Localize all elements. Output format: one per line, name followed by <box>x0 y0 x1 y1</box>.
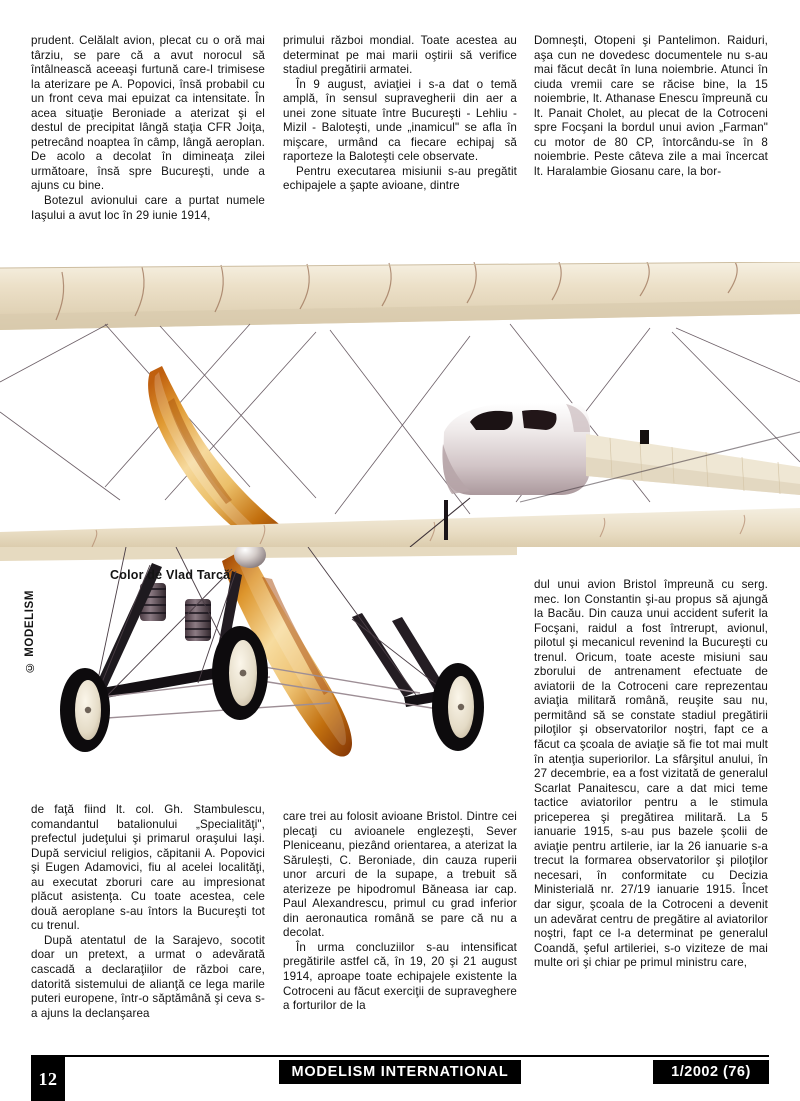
illustration-lower-band <box>0 547 517 812</box>
paragraph: care trei au folosit avioane Bristol. Dintre cei plecaţi cu avioanele englezeşti, Sever Pleniceanu, piezând orientarea, a aterizat la Sărulești, C. Beroniade, din cauza ruperii unor arcuri de la supape, a trebuit să aterizeze pe hipodromul Băneasa iar cap. Paul Alexandrescu, primul cu grad inferior din aeronautica română se pare că nu a decolat. <box>283 810 517 940</box>
engine-nacelle <box>442 403 590 495</box>
upper-wing <box>0 262 800 330</box>
illustration-caption: Color de Vlad Tarcă <box>110 568 231 582</box>
footer-divider <box>31 1055 769 1057</box>
paragraph: În urma concluziilor s-au intensificat pregătirile astfel că, în 19, 20 şi 21 august 1914, aproape toate echipajele existente la Cotroceni au făcut exerciţii de supraveghere a forturilor de la <box>283 940 517 1013</box>
wheel-rear-outer <box>60 668 110 752</box>
paragraph: În 9 august, aviaţiei i s-a dat o temă amplă, în sensul supravegherii din aer a unei zone situate între Bucureşti - Lehliu - Mizil - Baloteşti, unde „inamicul" se afla în mişcare, urmând ca fiecare echipaj să raporteze la Baloteşti cele observate. <box>283 77 517 164</box>
copyright-notice: © MODELISM <box>24 590 36 674</box>
paragraph: prudent. Celălalt avion, plecat cu o oră mai târziu, se pare că a avut norocul să întâlnească aceeaşi furtună care-l trimisese la aterizare pe A. Popovici, însă probabil cu un front ceva mai epuizat ca intensitate. În acea situaţie Beroniade a aterizat şi el destul de precipitat lângă staţia CFR Joiţa, petrecând noaptea în câmp, lângă aeroplan. De acolo a decolat în dimineaţa zilei următoare, însă spre Bucureşti, unde a ajuns cu bine. <box>31 34 265 193</box>
illustration-upper-band <box>0 262 800 547</box>
text-column-top-3 <box>534 34 768 179</box>
paragraph: După atentatul de la Sarajevo, socotit doar un pretext, a urmat o adevărată cascadă a declaraţiilor de război care, datorită sistemului de alianţă ce lega marile puteri europene, într-o săptămână şi ceva s-a ajuns la declanşarea <box>31 933 265 1020</box>
page-number: 12 <box>31 1057 65 1101</box>
magazine-title: MODELISM INTERNATIONAL <box>279 1060 521 1084</box>
biplane-lower-artwork <box>0 547 517 812</box>
propeller <box>148 366 290 546</box>
paragraph: de faţă fiind lt. col. Gh. Stambulescu, comandantul batalionului „Specialităţi", prefectul judeţului şi primarul oraşului Iaşi. După serviciul religios, căpitanii A. Popovici şi Eugen Adamovici, fiu al acelei localităţi, au executat zboruri care au impresionat plăcut asistenţa. Cu toate acestea, cele două aeroplane s-au întors la Bucureşti tot cu trenul. <box>31 803 265 933</box>
text-column-top-1 <box>31 34 265 223</box>
biplane-upper-artwork <box>0 262 800 547</box>
text-column-bottom-3 <box>534 578 768 971</box>
issue-number: 1/2002 (76) <box>653 1060 769 1084</box>
text-column-top-2 <box>283 34 517 194</box>
paragraph: Domneşti, Otopeni şi Pantelimon. Raiduri, aşa cun ne dovedesc documentele nu s-au mai făcut decât în luna noiembrie. Atunci în ciuda vremii care se răcise bine, la 15 noiembrie, lt. Athanase Enescu împreună cu lt. Panait Cholet, au plecat de la Cotroceni spre Focşani la bordul unui avion „Farman" cu motor de 80 CP, întorcându-se în 8 noiembrie. Peste câteva zile a mai încercat lt. Haralambie Giosanu care, la bor- <box>534 34 768 178</box>
text-column-bottom-2 <box>283 810 517 1014</box>
text-column-bottom-1 <box>31 803 265 1021</box>
paragraph: Pentru executarea misiunii s-au pregătit echipajele a şapte avioane, dintre <box>283 164 517 193</box>
wheel-front-outer <box>212 626 268 720</box>
paragraph: dul unui avion Bristol împreună cu serg. mec. Ion Constantin şi-au propus să ajungă la Bacău. Din cauza unui accident suferit la Focşani, raidul a fost întrerupt, avionul, pilotul şi mecanicul revenind la Bucureşti cu trenul. Oricum, toate aceste misiuni sau zborului de antrenament efectuate de aviatorii de la Cotroceni care reprezentau aviaţia militară română, reuşite sau nu, permitând să se constate stadiul pregătirii piloţilor şi observatorilor noştri, fapt ce a făcut ca şcoala de aviaţie să fie tot mai mult în atenţia superiorilor. La sfârşitul anului, în 27 decembrie, ea a fost vizitată de generalul Scarlat Panaitescu, care a dat mici teme tactice aviatorilor pentru a le stimula priceperea şi pregătirea militară. La 5 ianuarie 1915, s-au pus bazele şcolii de aviaţie pentru artilerie, iar la 26 ianuarie s-a trecut la formarea observatorilor şi piloţilor necesari, în conformitate cu Decizia Ministerială nr. 27/19 ianuarie 1915. Încet dar sigur, şcoala de la Cotroceni a devenit un adevărat centru de pregătire al aviatorilor noştri, fapt ce l-a determinat pe generalul Coandă, şeful artileriei, s-o viziteze de mai multe ori şi chiar pe primul ministru care, <box>534 578 768 970</box>
wheel-far-side <box>432 663 484 751</box>
lower-wing-upper-band <box>0 508 800 547</box>
paragraph: Botezul avionului care a purtat numele Iaşului a avut loc în 29 iunie 1914, <box>31 194 265 222</box>
rigging-wires <box>0 324 800 514</box>
paragraph: primului război mondial. Toate acestea au determinat pe mai marii oştirii să verifice stadiul pregătirii armatei. <box>283 34 517 77</box>
